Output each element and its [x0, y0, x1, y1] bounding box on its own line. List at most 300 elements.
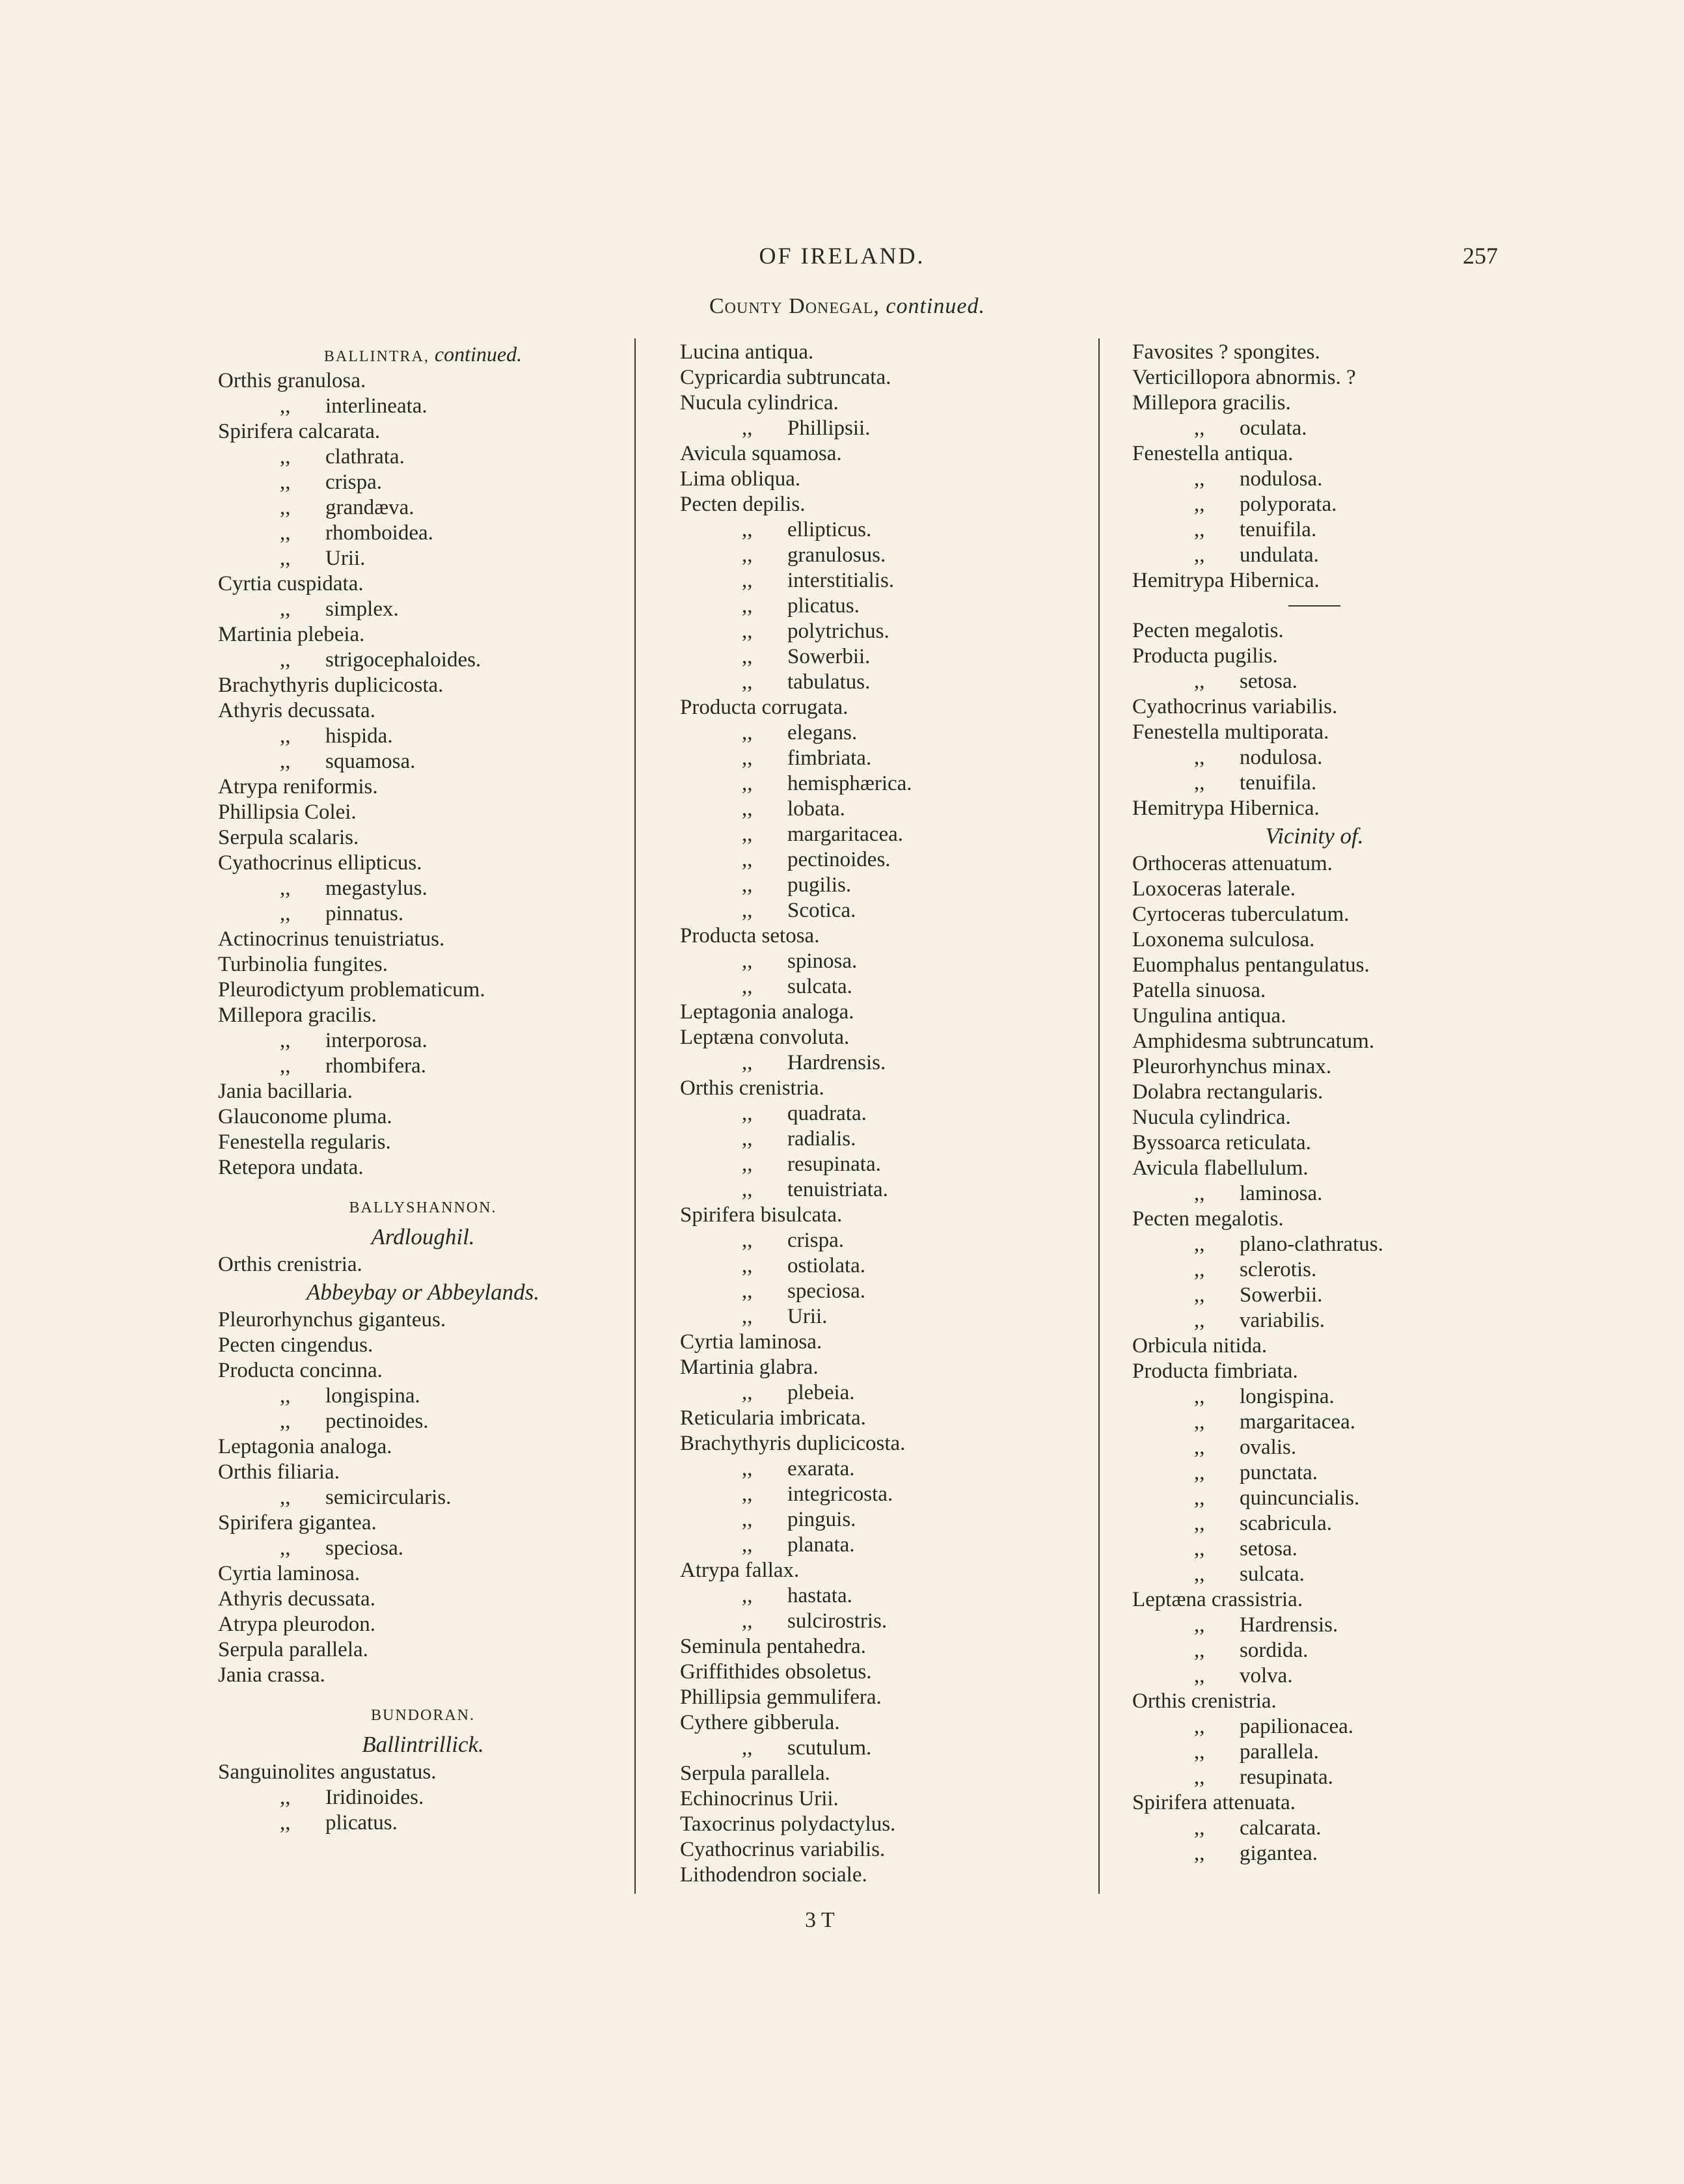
species-entry	[680, 568, 1083, 594]
species-entry	[680, 1380, 1083, 1406]
ditto-mark: ,,	[1194, 1715, 1205, 1738]
species-name: oculata.	[1240, 416, 1307, 440]
species-entry	[218, 1485, 628, 1510]
species-entry	[218, 749, 628, 774]
species-entry	[680, 949, 1083, 974]
species-entry	[218, 901, 628, 927]
ditto-mark: ,,	[280, 1384, 291, 1408]
species-entry	[218, 876, 628, 901]
species-name: tenuistriata.	[787, 1178, 888, 1201]
ditto-mark: ,,	[280, 1029, 291, 1052]
species-entry	[1132, 1435, 1497, 1460]
genus-entry: Phillipsia gemmulifera.	[680, 1686, 882, 1709]
ditto-mark: ,,	[280, 547, 291, 570]
genus-entry: Leptagonia analoga.	[218, 1435, 392, 1458]
genus-entry: Orthis crenistria.	[1132, 1689, 1277, 1713]
species-entry	[1132, 1714, 1497, 1740]
genus-entry: Pleurorhynchus minax.	[1132, 1055, 1332, 1078]
genus-entry: Serpula scalaris.	[218, 826, 359, 849]
species-entry	[680, 898, 1083, 923]
genus-entry: Serpula parallela.	[680, 1762, 830, 1785]
species-name: elegans.	[787, 721, 858, 744]
species-name: clathrata.	[325, 445, 405, 469]
species-entry	[218, 1409, 628, 1434]
species-entry	[680, 670, 1083, 695]
running-title: OF IRELAND.	[759, 243, 925, 269]
ditto-mark: ,,	[742, 1457, 753, 1481]
species-entry	[680, 1152, 1083, 1177]
ditto-mark: ,,	[742, 1051, 753, 1074]
species-entry	[1132, 1638, 1497, 1663]
species-name: quincuncialis.	[1240, 1486, 1360, 1510]
species-name: Urii.	[325, 547, 366, 570]
genus-entry: Dolabra rectangularis.	[1132, 1080, 1324, 1104]
ditto-mark: ,,	[1194, 1512, 1205, 1535]
ditto-mark: ,,	[742, 1482, 753, 1506]
genus-entry: Seminula pentahedra.	[680, 1635, 866, 1658]
species-entry	[1132, 771, 1497, 796]
ditto-mark: ,,	[1194, 467, 1205, 491]
species-name: pugilis.	[787, 873, 852, 897]
species-entry	[1132, 745, 1497, 771]
species-name: strigocephaloides.	[325, 648, 482, 672]
ditto-mark: ,,	[742, 1127, 753, 1151]
ditto-mark: ,,	[1194, 1613, 1205, 1637]
ditto-mark: ,,	[280, 1536, 291, 1560]
species-entry	[680, 1126, 1083, 1152]
county-subheading	[709, 294, 985, 319]
genus-entry: Orbicula nitida.	[1132, 1334, 1268, 1358]
ditto-mark: ,,	[1194, 746, 1205, 769]
genus-entry: Lithodendron sociale.	[680, 1863, 867, 1887]
species-entry	[218, 1536, 628, 1561]
species-name: squamosa.	[325, 750, 416, 773]
genus-entry: Jania bacillaria.	[218, 1080, 353, 1103]
ditto-mark: ,,	[742, 899, 753, 922]
species-name: hastata.	[787, 1584, 852, 1607]
genus-entry: Fenestella regularis.	[218, 1130, 391, 1154]
species-name: margaritacea.	[787, 823, 904, 846]
ditto-mark: ,,	[742, 823, 753, 846]
ditto-mark: ,,	[742, 1102, 753, 1125]
ditto-mark: ,,	[742, 416, 753, 440]
species-name: quadrata.	[787, 1102, 867, 1125]
species-entry	[680, 1482, 1083, 1507]
species-entry	[1132, 1181, 1497, 1207]
species-entry	[1132, 1613, 1497, 1638]
species-entry	[680, 517, 1083, 543]
species-name: hemisphærica.	[787, 772, 912, 795]
species-entry	[1132, 543, 1497, 568]
species-name: Sowerbii.	[1240, 1283, 1323, 1307]
genus-entry: Sanguinolites angustatus.	[218, 1760, 437, 1784]
species-name: tabulatus.	[787, 670, 871, 694]
species-name: crispa.	[325, 471, 383, 494]
ditto-mark: ,,	[280, 471, 291, 494]
species-entry	[1132, 1486, 1497, 1511]
ditto-mark: ,,	[1194, 1842, 1205, 1865]
species-name: granulosus.	[787, 543, 886, 567]
ditto-mark: ,,	[1194, 1537, 1205, 1561]
species-entry	[680, 1456, 1083, 1482]
ditto-mark: ,,	[742, 1584, 753, 1607]
ditto-mark: ,,	[1194, 1461, 1205, 1484]
ditto-mark: ,,	[742, 620, 753, 643]
species-name: longispina.	[1240, 1385, 1335, 1408]
species-entry	[680, 1507, 1083, 1533]
genus-entry: Cypricardia subtruncata.	[680, 366, 891, 389]
species-entry	[680, 1533, 1083, 1558]
species-name: sclerotis.	[1240, 1258, 1317, 1281]
genus-entry: Cyathocrinus variabilis.	[1132, 695, 1338, 718]
genus-entry: Euomphalus pentangulatus.	[1132, 953, 1370, 977]
species-entry	[218, 724, 628, 749]
genus-entry: Producta fimbriata.	[1132, 1359, 1298, 1383]
species-name: speciosa.	[787, 1279, 866, 1303]
genus-entry: Favosites ? spongites.	[1132, 340, 1320, 364]
genus-entry: Byssoarca reticulata.	[1132, 1131, 1311, 1154]
ditto-mark: ,,	[742, 1254, 753, 1277]
genus-entry: Jania crassa.	[218, 1663, 325, 1687]
ditto-mark: ,,	[280, 445, 291, 469]
ditto-mark: ,,	[280, 648, 291, 672]
species-name: semicircularis.	[325, 1486, 452, 1509]
ditto-mark: ,,	[1194, 416, 1205, 440]
locality-heading	[218, 1701, 628, 1730]
species-name: Urii.	[787, 1305, 828, 1328]
species-entry	[680, 720, 1083, 746]
species-name: pectinoides.	[787, 848, 891, 871]
species-entry	[218, 444, 628, 470]
genus-entry: Cyathocrinus ellipticus.	[218, 851, 422, 875]
species-entry	[680, 1736, 1083, 1761]
ditto-mark: ,,	[1194, 543, 1205, 567]
species-name: integricosta.	[787, 1482, 893, 1506]
species-entry	[218, 1028, 628, 1054]
sub-locality: Ardloughil.	[371, 1224, 475, 1249]
species-entry	[218, 597, 628, 622]
page-number: 257	[1463, 243, 1498, 269]
genus-entry: Atrypa fallax.	[680, 1559, 800, 1582]
ditto-mark: ,,	[280, 877, 291, 900]
ditto-mark: ,,	[1194, 1740, 1205, 1764]
species-name: undulata.	[1240, 543, 1319, 567]
genus-entry: Echinocrinus Urii.	[680, 1787, 839, 1810]
ditto-mark: ,,	[742, 1153, 753, 1176]
heading-text: BALLYSHANNON.	[349, 1199, 497, 1216]
species-name: calcarata.	[1240, 1816, 1322, 1840]
species-name: Scotica.	[787, 899, 856, 922]
ditto-mark: ,,	[742, 746, 753, 770]
species-entry	[680, 847, 1083, 873]
species-name: rhomboidea.	[325, 521, 433, 545]
species-name: grandæva.	[325, 496, 414, 519]
ditto-mark: ,,	[742, 1279, 753, 1303]
ditto-mark: ,,	[742, 721, 753, 744]
species-entry	[680, 1228, 1083, 1253]
genus-entry: Cythere gibberula.	[680, 1711, 840, 1734]
species-name: ostiolata.	[787, 1254, 866, 1277]
genus-entry: Avicula flabellulum.	[1132, 1156, 1309, 1180]
ditto-mark: ,,	[1194, 1816, 1205, 1840]
species-entry	[218, 1384, 628, 1409]
species-entry	[1132, 1511, 1497, 1536]
genus-entry: Cyrtia cuspidata.	[218, 572, 364, 595]
genus-entry: Martinia plebeia.	[218, 623, 365, 646]
species-entry	[680, 619, 1083, 644]
spacer	[218, 1688, 628, 1701]
species-name: interstitialis.	[787, 569, 895, 592]
species-entry	[1132, 1816, 1497, 1841]
ditto-mark: ,,	[742, 1508, 753, 1531]
species-name: volva.	[1240, 1664, 1293, 1687]
species-name: megastylus.	[325, 877, 428, 900]
species-entry	[1132, 1232, 1497, 1257]
species-name: rhombifera.	[325, 1054, 426, 1078]
genus-entry: Orthis crenistria.	[680, 1076, 824, 1100]
species-name: scabricula.	[1240, 1512, 1333, 1535]
locality-heading	[218, 1194, 628, 1222]
ditto-mark: ,,	[742, 797, 753, 821]
ditto-mark: ,,	[742, 1229, 753, 1252]
genus-entry: Spirifera calcarata.	[218, 420, 381, 443]
species-name: pinnatus.	[325, 902, 404, 925]
genus-entry: Lucina antiqua.	[680, 340, 814, 364]
species-entry	[680, 746, 1083, 771]
species-entry	[680, 1101, 1083, 1126]
genus-entry: Hemitrypa Hibernica.	[1132, 569, 1320, 592]
genus-entry: Spirifera attenuata.	[1132, 1791, 1296, 1814]
species-entry	[218, 1785, 628, 1810]
heading-continued: continued.	[434, 342, 523, 366]
species-entry	[680, 873, 1083, 898]
genus-entry: Griffithides obsoletus.	[680, 1660, 872, 1684]
ditto-mark: ,,	[1194, 1410, 1205, 1434]
species-entry	[1132, 1460, 1497, 1486]
species-entry	[680, 1050, 1083, 1076]
species-name: Sowerbii.	[787, 645, 871, 668]
genus-entry: Loxonema sulculosa.	[1132, 928, 1315, 951]
species-name: pectinoides.	[325, 1410, 429, 1433]
genus-entry: Leptagonia analoga.	[680, 1000, 854, 1024]
genus-entry: Pecten megalotis.	[1132, 619, 1284, 642]
genus-entry: Lima obliqua.	[680, 467, 801, 491]
genus-entry: Leptæna crassistria.	[1132, 1588, 1303, 1611]
species-entry	[680, 1253, 1083, 1279]
ditto-mark: ,,	[1194, 1385, 1205, 1408]
genus-entry: Pecten megalotis.	[1132, 1207, 1284, 1231]
species-entry	[680, 822, 1083, 847]
species-name: gigantea.	[1240, 1842, 1318, 1865]
genus-entry: Leptæna convoluta.	[680, 1026, 850, 1049]
genus-entry: Spirifera gigantea.	[218, 1511, 377, 1535]
genus-entry: Pecten depilis.	[680, 493, 806, 516]
species-name: Hardrensis.	[1240, 1613, 1338, 1637]
ditto-mark: ,,	[1194, 493, 1205, 516]
genus-entry: Turbinolia fungites.	[218, 953, 388, 976]
species-entry	[680, 594, 1083, 619]
ditto-mark: ,,	[1194, 1563, 1205, 1586]
genus-entry: Producta corrugata.	[680, 696, 849, 719]
species-entry	[680, 1279, 1083, 1304]
species-name: speciosa.	[325, 1536, 404, 1560]
genus-entry: Orthoceras attenuatum.	[1132, 852, 1333, 875]
species-name: polyporata.	[1240, 493, 1337, 516]
genus-entry: Reticularia imbricata.	[680, 1406, 866, 1430]
ditto-mark: ,,	[280, 597, 291, 621]
species-name: exarata.	[787, 1457, 855, 1481]
species-entry	[1132, 517, 1497, 543]
county-name: County Donegal,	[709, 294, 880, 318]
ditto-mark: ,,	[1194, 518, 1205, 541]
sub-locality: Vicinity of.	[1265, 823, 1364, 849]
ditto-mark: ,,	[742, 1736, 753, 1760]
ditto-mark: ,,	[280, 902, 291, 925]
ditto-mark: ,,	[742, 873, 753, 897]
sub-locality: Ballintrillick.	[362, 1732, 484, 1757]
ditto-mark: ,,	[1194, 1486, 1205, 1510]
species-name: sulcirostris.	[787, 1609, 888, 1633]
ditto-mark: ,,	[1194, 670, 1205, 693]
species-entry	[680, 1609, 1083, 1634]
species-name: tenuifila.	[1240, 771, 1317, 795]
species-entry	[1132, 669, 1497, 694]
species-name: punctata.	[1240, 1461, 1318, 1484]
ditto-mark: ,,	[742, 670, 753, 694]
genus-entry: Producta pugilis.	[1132, 644, 1278, 668]
species-name: setosa.	[1240, 1537, 1297, 1561]
species-name: Phillipsii.	[787, 416, 871, 440]
ditto-mark: ,,	[280, 394, 291, 418]
species-name: setosa.	[1240, 670, 1297, 693]
species-name: scutulum.	[787, 1736, 872, 1760]
species-entry	[218, 648, 628, 673]
spacer	[218, 1181, 628, 1194]
species-name: longispina.	[325, 1384, 420, 1408]
ditto-mark: ,,	[742, 1305, 753, 1328]
genus-entry: Atrypa pleurodon.	[218, 1613, 375, 1636]
species-entry	[1132, 467, 1497, 492]
ditto-mark: ,,	[742, 518, 753, 541]
genus-entry: Producta setosa.	[680, 924, 820, 948]
signature-mark: 3 T	[805, 1908, 835, 1932]
genus-entry: Actinocrinus tenuistriatus.	[218, 927, 445, 951]
ditto-mark: ,,	[1194, 1258, 1205, 1281]
genus-entry: Cyathocrinus variabilis.	[680, 1838, 886, 1861]
ditto-mark: ,,	[280, 750, 291, 773]
species-entry	[1132, 416, 1497, 441]
ditto-mark: ,,	[742, 1533, 753, 1557]
ditto-mark: ,,	[1194, 1766, 1205, 1789]
ditto-mark: ,,	[742, 569, 753, 592]
species-entry	[680, 543, 1083, 568]
genus-entry: Athyris decussata.	[218, 699, 375, 722]
genus-entry: Fenestella antiqua.	[1132, 442, 1294, 465]
genus-entry: Brachythyris duplicicosta.	[680, 1432, 906, 1455]
genus-entry: Athyris decussata.	[218, 1587, 375, 1611]
ditto-mark: ,,	[280, 1410, 291, 1433]
species-entry	[1132, 1308, 1497, 1333]
genus-entry: Fenestella multiporata.	[1132, 720, 1329, 744]
genus-entry: Retepora undata.	[218, 1156, 364, 1179]
genus-entry: Pleurorhynchus giganteus.	[218, 1308, 446, 1331]
genus-entry: Pleurodictyum problematicum.	[218, 978, 485, 1002]
genus-entry: Taxocrinus polydactylus.	[680, 1812, 896, 1836]
ditto-mark: ,,	[742, 1381, 753, 1404]
ditto-mark: ,,	[280, 496, 291, 519]
genus-entry: Brachythyris duplicicosta.	[218, 674, 444, 697]
ditto-mark: ,,	[1194, 771, 1205, 795]
genus-entry: Producta concinna.	[218, 1359, 383, 1382]
species-name: variabilis.	[1240, 1309, 1325, 1332]
species-name: interporosa.	[325, 1029, 428, 1052]
species-entry	[218, 521, 628, 546]
species-name: laminosa.	[1240, 1182, 1323, 1205]
genus-entry: Martinia glabra.	[680, 1356, 819, 1379]
ditto-mark: ,,	[280, 1811, 291, 1835]
species-entry	[1132, 1740, 1497, 1765]
species-entry	[1132, 1257, 1497, 1283]
species-entry	[1132, 1283, 1497, 1308]
genus-entry: Orthis filiaria.	[218, 1460, 340, 1484]
genus-entry: Loxoceras laterale.	[1132, 877, 1296, 901]
species-name: sordida.	[1240, 1639, 1309, 1662]
sub-locality: Abbeybay or Abbeylands.	[306, 1279, 539, 1305]
species-entry	[218, 546, 628, 571]
species-entry	[1132, 1562, 1497, 1587]
genus-entry: Spirifera bisulcata.	[680, 1203, 843, 1227]
species-entry	[1132, 1765, 1497, 1790]
species-name: crispa.	[787, 1229, 845, 1252]
species-name: spinosa.	[787, 949, 858, 973]
species-name: hispida.	[325, 724, 393, 748]
genus-entry: Millepora gracilis.	[218, 1003, 377, 1027]
species-entry	[218, 394, 628, 419]
species-name: fimbriata.	[787, 746, 872, 770]
species-name: parallela.	[1240, 1740, 1319, 1764]
species-name: papilionacea.	[1240, 1715, 1353, 1738]
ditto-mark: ,,	[742, 594, 753, 618]
species-name: ovalis.	[1240, 1436, 1297, 1459]
genus-entry: Phillipsia Colei.	[218, 800, 357, 824]
ditto-mark: ,,	[1194, 1233, 1205, 1256]
column-divider	[634, 338, 636, 1894]
species-entry	[218, 495, 628, 521]
genus-entry: Cyrtia laminosa.	[680, 1330, 822, 1354]
genus-entry: Orthis crenistria.	[218, 1253, 362, 1276]
section-rule	[1288, 605, 1340, 607]
species-entry	[218, 470, 628, 495]
ditto-mark: ,,	[1194, 1283, 1205, 1307]
genus-entry: Nucula cylindrica.	[680, 391, 839, 415]
species-entry	[680, 1304, 1083, 1330]
ditto-mark: ,,	[742, 645, 753, 668]
genus-entry: Verticillopora abnormis. ?	[1132, 366, 1356, 389]
ditto-mark: ,,	[742, 1609, 753, 1633]
species-name: ellipticus.	[787, 518, 872, 541]
ditto-mark: ,,	[1194, 1639, 1205, 1662]
species-entry	[680, 797, 1083, 822]
species-name: Hardrensis.	[787, 1051, 886, 1074]
ditto-mark: ,,	[742, 975, 753, 998]
species-name: margaritacea.	[1240, 1410, 1356, 1434]
species-entry	[1132, 1841, 1497, 1866]
species-name: tenuifila.	[1240, 518, 1317, 541]
county-continued: continued.	[886, 294, 985, 318]
column-3	[1132, 340, 1497, 1866]
ditto-mark: ,,	[742, 543, 753, 567]
species-entry	[680, 416, 1083, 441]
